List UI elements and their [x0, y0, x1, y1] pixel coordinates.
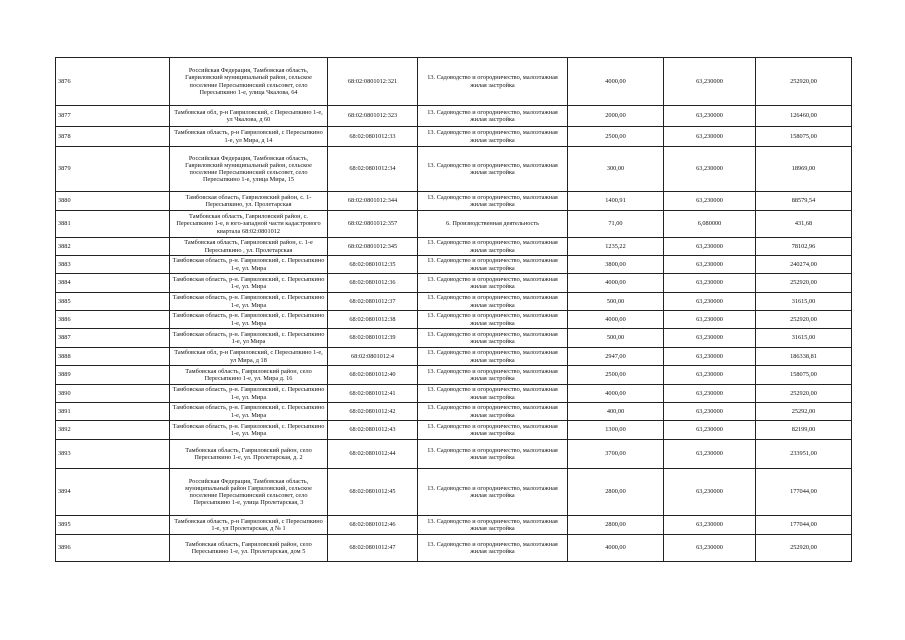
- table-row: [56, 58, 852, 106]
- land-use-cell: 13. Садоводство и огородничество, малоэтажная жилая застройка: [418, 127, 568, 147]
- address-cell: Тамбовская область, р-н. Гавриловский, с. Пересыпкино 1-е, ул. Мира: [170, 274, 328, 293]
- land-use-cell: 13. Садоводство и огородничество, малоэтажная жилая застройка: [418, 469, 568, 516]
- address-cell: Тамбовская область, Гавриловский район, село Пересыпкино 1-е, ул. Мира д. 16: [170, 366, 328, 385]
- value-cell: 25292,00: [756, 403, 852, 421]
- address-cell: Тамбовская область, р-н Гавриловский, с Пересыпкино 1-е, ул Пролетарская, д № 1: [170, 516, 328, 535]
- rate-cell: 63,230000: [664, 403, 756, 421]
- table-row: [56, 238, 852, 256]
- rate-cell: 63,230000: [664, 385, 756, 403]
- land-use-cell: 13. Садоводство и огородничество, малоэтажная жилая застройка: [418, 385, 568, 403]
- row-number: 3882: [56, 238, 170, 256]
- area-cell: 4000,00: [568, 274, 664, 293]
- address-cell: Тамбовская обл, р-н Гавриловский, с Пересыпкино 1-е, ул Чкалова, д 60: [170, 106, 328, 127]
- table-row: [56, 192, 852, 211]
- cadastral-number-cell: 68:02:0801012:38: [328, 311, 418, 329]
- table-row: [56, 440, 852, 469]
- rate-cell: 63,230000: [664, 469, 756, 516]
- land-use-cell: 13. Садоводство и огородничество, малоэтажная жилая застройка: [418, 293, 568, 311]
- table-row: [56, 256, 852, 274]
- address-cell: Тамбовская область, р-н. Гавриловский, с. Пересыпкино 1-е, ул. Мира: [170, 421, 328, 440]
- value-cell: 252920,00: [756, 535, 852, 562]
- cadastral-number-cell: 68:02:0801012:4: [328, 348, 418, 366]
- land-use-cell: 13. Садоводство и огородничество, малоэтажная жилая застройка: [418, 238, 568, 256]
- cadastral-number-cell: 68:02:0801012:321: [328, 58, 418, 106]
- land-use-cell: 13. Садоводство и огородничество, малоэтажная жилая застройка: [418, 329, 568, 348]
- row-number: 3877: [56, 106, 170, 127]
- value-cell: 158075,00: [756, 127, 852, 147]
- land-use-cell: 13. Садоводство и огородничество, малоэтажная жилая застройка: [418, 256, 568, 274]
- row-number: 3885: [56, 293, 170, 311]
- value-cell: 252920,00: [756, 274, 852, 293]
- area-cell: 2947,00: [568, 348, 664, 366]
- area-cell: 500,00: [568, 293, 664, 311]
- land-use-cell: 13. Садоводство и огородничество, малоэтажная жилая застройка: [418, 147, 568, 192]
- cadastral-number-cell: 68:02:0801012:45: [328, 469, 418, 516]
- area-cell: 2500,00: [568, 127, 664, 147]
- address-cell: Российская Федерация, Тамбовская область, Гавриловский муниципальный район, сельское поселение Пересыпкинский сельсовет, село Пересыпкино 1-е, улица Мира, 15: [170, 147, 328, 192]
- area-cell: 4000,00: [568, 311, 664, 329]
- land-use-cell: 13. Садоводство и огородничество, малоэтажная жилая застройка: [418, 440, 568, 469]
- rate-cell: 63,230000: [664, 535, 756, 562]
- value-cell: 252920,00: [756, 385, 852, 403]
- table-row: [56, 147, 852, 192]
- row-number: 3887: [56, 329, 170, 348]
- land-use-cell: 13. Садоводство и огородничество, малоэтажная жилая застройка: [418, 535, 568, 562]
- cadastral-number-cell: 68:02:0801012:344: [328, 192, 418, 211]
- cadastral-number-cell: 68:02:0801012:35: [328, 256, 418, 274]
- table-row: [56, 366, 852, 385]
- area-cell: 2800,00: [568, 516, 664, 535]
- row-number: 3890: [56, 385, 170, 403]
- land-use-cell: 13. Садоводство и огородничество, малоэтажная жилая застройка: [418, 106, 568, 127]
- registry-body: [56, 58, 852, 562]
- land-use-cell: 13. Садоводство и огородничество, малоэтажная жилая застройка: [418, 192, 568, 211]
- land-use-cell: 13. Садоводство и огородничество, малоэтажная жилая застройка: [418, 421, 568, 440]
- area-cell: 2800,00: [568, 469, 664, 516]
- area-cell: 71,00: [568, 211, 664, 238]
- address-cell: Тамбовская область, Гавриловский район, село Пересыпкино 1-е, ул. Пролетарская, д. 2: [170, 440, 328, 469]
- value-cell: 431,68: [756, 211, 852, 238]
- row-number: 3889: [56, 366, 170, 385]
- rate-cell: 63,230000: [664, 274, 756, 293]
- rate-cell: 63,230000: [664, 348, 756, 366]
- table-row: [56, 403, 852, 421]
- area-cell: 3800,00: [568, 256, 664, 274]
- row-number: 3883: [56, 256, 170, 274]
- table-row: [56, 421, 852, 440]
- land-use-cell: 6. Производственная деятельность: [418, 211, 568, 238]
- address-cell: Тамбовская область, Гавриловский район, с. 1-е Пересыпкино , ул. Пролетарская: [170, 238, 328, 256]
- registry-table: [55, 57, 852, 562]
- rate-cell: 63,230000: [664, 192, 756, 211]
- row-number: 3893: [56, 440, 170, 469]
- table-row: [56, 106, 852, 127]
- table-row: [56, 311, 852, 329]
- row-number: 3891: [56, 403, 170, 421]
- rate-cell: 63,230000: [664, 147, 756, 192]
- land-use-cell: 13. Садоводство и огородничество, малоэтажная жилая застройка: [418, 58, 568, 106]
- rate-cell: 63,230000: [664, 256, 756, 274]
- address-cell: Тамбовская область, р-н. Гавриловский, с. Пересыпкино 1-е, ул. Мира: [170, 403, 328, 421]
- value-cell: 18969,00: [756, 147, 852, 192]
- area-cell: 1235,22: [568, 238, 664, 256]
- address-cell: Тамбовская область, р-н. Гавриловский, с. Пересыпкино 1-е, ул. Мира: [170, 256, 328, 274]
- value-cell: 177044,00: [756, 516, 852, 535]
- value-cell: 240274,00: [756, 256, 852, 274]
- cadastral-number-cell: 68:02:0801012:33: [328, 127, 418, 147]
- row-number: 3894: [56, 469, 170, 516]
- address-cell: Тамбовская область, р-н. Гавриловский, с. Пересыпкино 1-е, ул. Мира: [170, 385, 328, 403]
- row-number: 3881: [56, 211, 170, 238]
- cadastral-number-cell: 68:02:0801012:43: [328, 421, 418, 440]
- rate-cell: 63,230000: [664, 329, 756, 348]
- address-cell: Тамбовская область, р-н Гавриловский, с Пересыпкино 1-е, ул Мира, д 14: [170, 127, 328, 147]
- value-cell: 31615,00: [756, 329, 852, 348]
- area-cell: 3700,00: [568, 440, 664, 469]
- cadastral-number-cell: 68:02:0801012:41: [328, 385, 418, 403]
- value-cell: 233951,00: [756, 440, 852, 469]
- rate-cell: 63,230000: [664, 516, 756, 535]
- row-number: 3880: [56, 192, 170, 211]
- address-cell: Тамбовская область, р-н. Гавриловский, с. Пересыпкино 1-е, ул. Мира: [170, 293, 328, 311]
- cadastral-number-cell: 68:02:0801012:36: [328, 274, 418, 293]
- table-row: [56, 127, 852, 147]
- area-cell: 4000,00: [568, 385, 664, 403]
- table-row: [56, 293, 852, 311]
- value-cell: 158075,00: [756, 366, 852, 385]
- land-use-cell: 13. Садоводство и огородничество, малоэтажная жилая застройка: [418, 348, 568, 366]
- value-cell: 78102,96: [756, 238, 852, 256]
- address-cell: Российская Федерация, Тамбовская область, Гавриловский муниципальный район, сельское поселение Пересыпкинский сельсовет, село Пересыпкино 1-е, улица Чкалова, 64: [170, 58, 328, 106]
- cadastral-number-cell: 68:02:0801012:40: [328, 366, 418, 385]
- rate-cell: 6,080000: [664, 211, 756, 238]
- land-use-cell: 13. Садоводство и огородничество, малоэтажная жилая застройка: [418, 274, 568, 293]
- row-number: 3876: [56, 58, 170, 106]
- table-row: [56, 469, 852, 516]
- value-cell: 82199,00: [756, 421, 852, 440]
- cadastral-number-cell: 68:02:0801012:357: [328, 211, 418, 238]
- rate-cell: 63,230000: [664, 311, 756, 329]
- land-use-cell: 13. Садоводство и огородничество, малоэтажная жилая застройка: [418, 516, 568, 535]
- address-cell: Тамбовская обл, р-н Гавриловский, с Пересыпкино 1-е, ул Мира, д 18: [170, 348, 328, 366]
- cadastral-number-cell: 68:02:0801012:47: [328, 535, 418, 562]
- rate-cell: 63,230000: [664, 106, 756, 127]
- row-number: 3878: [56, 127, 170, 147]
- value-cell: 252920,00: [756, 58, 852, 106]
- area-cell: 500,00: [568, 329, 664, 348]
- rate-cell: 63,230000: [664, 127, 756, 147]
- address-cell: Российская Федерация, Тамбовская область, муниципальный район Гавриловский, сельское поселение Пересыпкинский сельсовет, село Пересыпкино 1-е, улица Пролетарская, 3: [170, 469, 328, 516]
- row-number: 3884: [56, 274, 170, 293]
- row-number: 3896: [56, 535, 170, 562]
- value-cell: 177044,00: [756, 469, 852, 516]
- address-cell: Тамбовская область, Гавриловский район, с. Пересыпкино 1-е, в юго-западной части кадастрового квартала 68:02:0801012: [170, 211, 328, 238]
- cadastral-number-cell: 68:02:0801012:323: [328, 106, 418, 127]
- cadastral-number-cell: 68:02:0801012:46: [328, 516, 418, 535]
- value-cell: 31615,00: [756, 293, 852, 311]
- rate-cell: 63,230000: [664, 238, 756, 256]
- cadastral-number-cell: 68:02:0801012:44: [328, 440, 418, 469]
- rate-cell: 63,230000: [664, 293, 756, 311]
- row-number: 3879: [56, 147, 170, 192]
- land-use-cell: 13. Садоводство и огородничество, малоэтажная жилая застройка: [418, 366, 568, 385]
- row-number: 3895: [56, 516, 170, 535]
- table-row: [56, 348, 852, 366]
- rate-cell: 63,230000: [664, 421, 756, 440]
- row-number: 3886: [56, 311, 170, 329]
- area-cell: 4000,00: [568, 58, 664, 106]
- value-cell: 252920,00: [756, 311, 852, 329]
- area-cell: 4000,00: [568, 535, 664, 562]
- address-cell: Тамбовская область, р-н. Гавриловский, с. Пересыпкино 1-е, ул Мира: [170, 329, 328, 348]
- row-number: 3888: [56, 348, 170, 366]
- address-cell: Тамбовская область, р-н. Гавриловский, с. Пересыпкино 1-е, ул. Мира: [170, 311, 328, 329]
- cadastral-number-cell: 68:02:0801012:37: [328, 293, 418, 311]
- cadastral-number-cell: 68:02:0801012:345: [328, 238, 418, 256]
- table-row: [56, 535, 852, 562]
- table-row: [56, 274, 852, 293]
- rate-cell: 63,230000: [664, 440, 756, 469]
- cadastral-number-cell: 68:02:0801012:42: [328, 403, 418, 421]
- land-use-cell: 13. Садоводство и огородничество, малоэтажная жилая застройка: [418, 311, 568, 329]
- area-cell: 300,00: [568, 147, 664, 192]
- area-cell: 1400,91: [568, 192, 664, 211]
- value-cell: 126460,00: [756, 106, 852, 127]
- area-cell: 400,00: [568, 403, 664, 421]
- address-cell: Тамбовская область, Гавриловский район, с. 1-Пересыпкино, ул. Пролетарская: [170, 192, 328, 211]
- table-row: [56, 516, 852, 535]
- land-use-cell: 13. Садоводство и огородничество, малоэтажная жилая застройка: [418, 403, 568, 421]
- area-cell: 2000,00: [568, 106, 664, 127]
- table-row: [56, 329, 852, 348]
- rate-cell: 63,230000: [664, 58, 756, 106]
- rate-cell: 63,230000: [664, 366, 756, 385]
- area-cell: 1300,00: [568, 421, 664, 440]
- cadastral-number-cell: 68:02:0801012:39: [328, 329, 418, 348]
- value-cell: 88579,54: [756, 192, 852, 211]
- row-number: 3892: [56, 421, 170, 440]
- area-cell: 2500,00: [568, 366, 664, 385]
- value-cell: 186338,81: [756, 348, 852, 366]
- table-row: [56, 211, 852, 238]
- address-cell: Тамбовская область, Гавриловский район, село Пересыпкино 1-е, ул. Пролетарская, дом 5: [170, 535, 328, 562]
- cadastral-number-cell: 68:02:0801012:34: [328, 147, 418, 192]
- table-row: [56, 385, 852, 403]
